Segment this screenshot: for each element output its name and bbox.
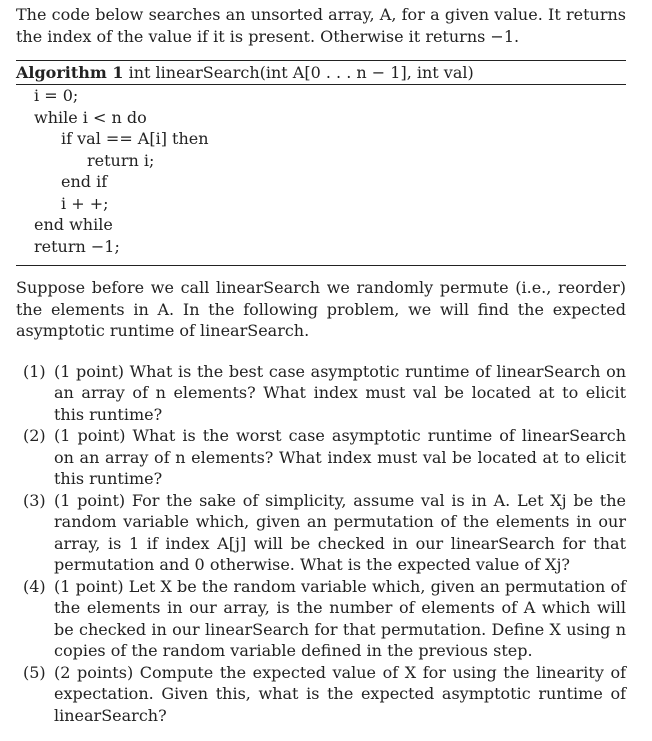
question-item [16, 425, 626, 490]
algorithm-header [16, 61, 626, 85]
question-item [16, 662, 626, 727]
question-item [16, 490, 626, 576]
question-text: (2 points) Compute the expected value of X for using the linearity of expectation. Given this, what is the expected asymptotic runtime of linearSearch? [54, 662, 626, 725]
question-number: (4) [23, 576, 46, 596]
algo-line: return −1; [34, 236, 120, 256]
algo-line: end while [34, 215, 113, 234]
algorithm-signature: int linearSearch(int A[0 . . . n − 1], int val) [128, 63, 474, 82]
algo-line: if val == A[i] then [61, 129, 209, 148]
algo-line: i + +; [61, 193, 109, 213]
question-text: (1 point) For the sake of simplicity, assume val is in A. Let Xj be the random variable which, given an permutation of the elements in our array, is 1 if index A[j] will be checked in our linearSearch for that permutation and 0 otherwise. What is the expected value of Xj? [54, 490, 626, 574]
algorithm-label: Algorithm 1 [16, 63, 124, 82]
setup-paragraph: Suppose before we call linearSearch we randomly permute (i.e., reorder) the elements in A. In the following problem, we will find the expected asymptotic runtime of linearSearch. [16, 278, 626, 340]
question-item [16, 361, 626, 426]
question-text: (1 point) What is the best case asymptotic runtime of linearSearch on an array of n elements? What index must val be located at to elicit this runtime? [54, 361, 626, 424]
question-number: (3) [23, 490, 46, 510]
intro-paragraph: The code below searches an unsorted array, A, for a given value. It returns the index of the value if it is present. Otherwise it returns −1. [16, 5, 626, 46]
question-list [16, 361, 626, 727]
question-number: (5) [23, 662, 46, 682]
question-item [16, 576, 626, 662]
algo-line: while i < n do [34, 107, 147, 127]
question-text: (1 point) Let X be the random variable which, given an permutation of the elements in our array, is the number of elements of A which will be checked in our linearSearch for that permutation. Define X using n copies of the random variable defined in the previous step. [54, 576, 626, 660]
question-number: (1) [23, 361, 46, 381]
algo-line: return i; [87, 150, 155, 170]
question-number: (2) [23, 426, 46, 445]
algorithm-box [16, 60, 626, 266]
algo-line: end if [61, 172, 108, 191]
page [16, 4, 626, 726]
algo-line: i = 0; [34, 86, 79, 105]
question-text: (1 point) What is the worst case asymptotic runtime of linearSearch on an array of n elements? What index must val be located at to elicit this runtime? [54, 426, 626, 488]
